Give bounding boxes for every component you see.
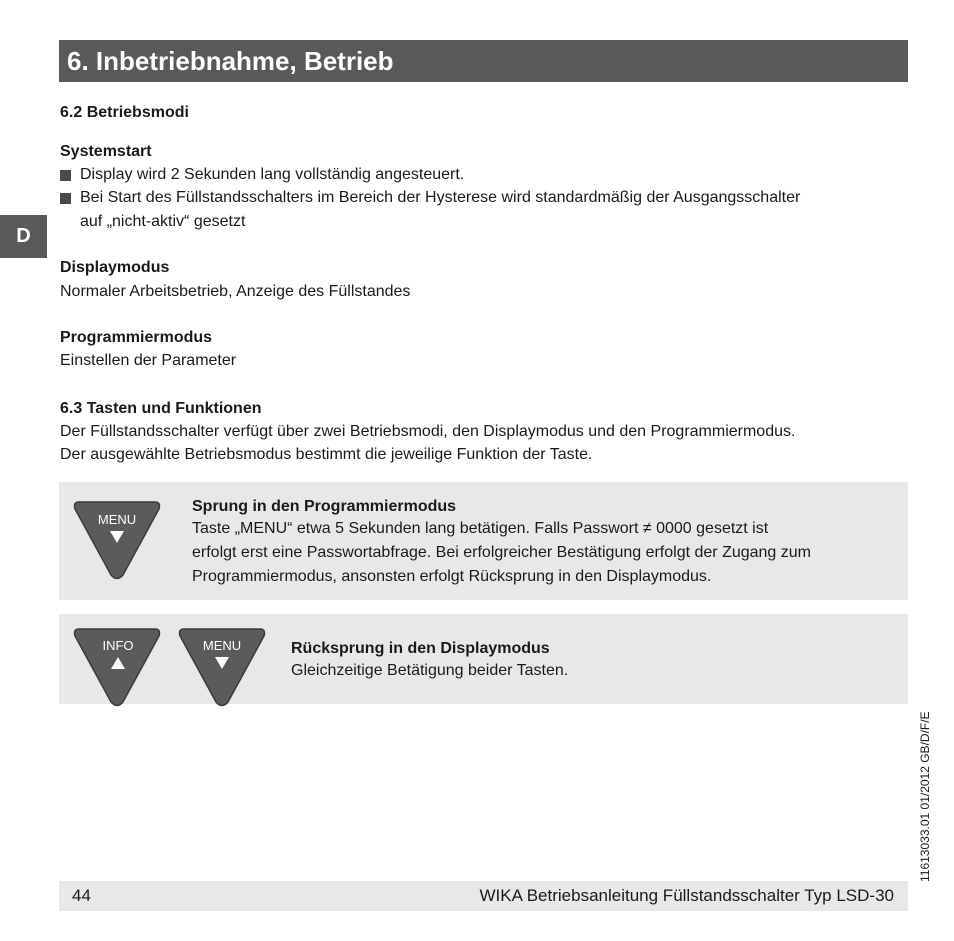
panel1-line: erfolgt erst eine Passwortabfrage. Bei erfolgreicher Bestätigung erfolgt der Zugang zum [192,544,811,561]
footer-bar [59,881,908,911]
menu-key-icon [71,499,163,581]
bullet-item [60,163,464,187]
info-key-label: INFO [102,638,134,653]
menu-key-icon [176,626,268,708]
bullet-continuation: auf „nicht-aktiv“ gesetzt [80,213,246,230]
menu-key-label: MENU [202,638,242,653]
panel1-heading: Sprung in den Programmiermodus [192,498,457,515]
page-number: 44 [72,886,91,905]
section-heading-6-3: 6.3 Tasten und Funktionen [60,400,262,417]
displaymodus-text: Normaler Arbeitsbetrieb, Anzeige des Füllstandes [60,283,411,300]
bullet-text: Bei Start des Füllstandsschalters im Bereich der Hysterese wird standardmäßig der Ausgangsschalter [80,189,801,206]
displaymodus-heading: Displaymodus [60,259,170,276]
bullet-square-icon [60,193,71,204]
section-6-3-line: Der Füllstandsschalter verfügt über zwei Betriebsmodi, den Displaymodus und den Programmiermodus. [60,423,796,440]
programmiermodus-text: Einstellen der Parameter [60,352,237,369]
info-key-icon [71,626,163,708]
panel2-text: Gleichzeitige Betätigung beider Tasten. [291,662,569,679]
language-tab: D [0,215,47,258]
panel1-line: Taste „MENU“ etwa 5 Sekunden lang betätigen. Falls Passwort ≠ 0000 gesetzt ist [192,520,769,537]
section-6-3-line: Der ausgewählte Betriebsmodus bestimmt die jeweilige Funktion der Taste. [60,446,593,463]
chapter-title: 6. Inbetriebnahme, Betrieb [67,46,394,76]
info-menu-key-panel [59,614,908,704]
footer-title: WIKA Betriebsanleitung Füllstandsschalter Typ LSD-30 [479,886,894,905]
programmiermodus-heading: Programmiermodus [60,329,213,346]
systemstart-heading: Systemstart [60,143,152,160]
bullet-item [60,186,800,210]
panel2-heading: Rücksprung in den Displaymodus [291,640,550,657]
bullet-text: Display wird 2 Sekunden lang vollständig angesteuert. [80,166,465,183]
menu-key-label: MENU [97,512,137,527]
bullet-square-icon [60,170,71,181]
document-code: 11613033.01 01/2012 GB/D/F/E [918,711,932,882]
menu-key-panel [59,482,908,600]
section-heading-6-2: 6.2 Betriebsmodi [60,104,189,121]
panel1-line: Programmiermodus, ansonsten erfolgt Rücksprung in den Displaymodus. [192,568,712,585]
chapter-header-bar [59,40,908,82]
